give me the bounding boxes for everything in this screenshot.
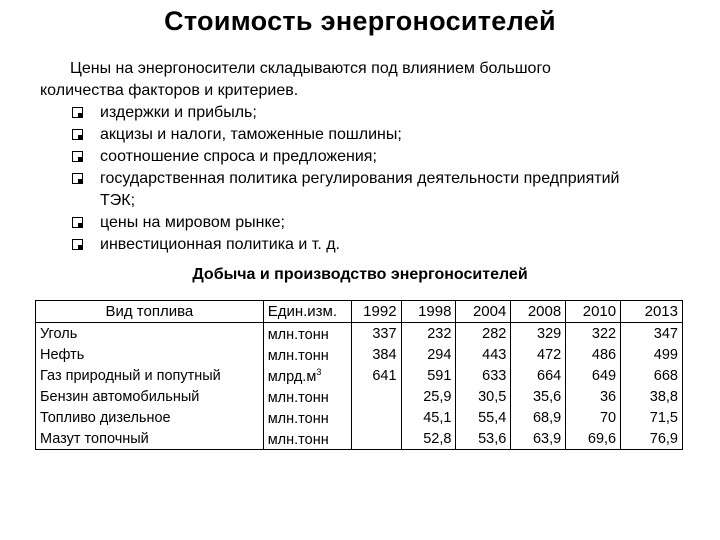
column-header: 1998 <box>401 301 456 323</box>
value-cell: 38,8 <box>621 386 683 407</box>
unit-cell: млн.тонн <box>263 386 351 407</box>
value-cell: 36 <box>566 386 621 407</box>
fuel-cell: Бензин автомобильный <box>36 386 264 407</box>
checkbox-bullet-icon <box>72 239 83 250</box>
fuel-cell: Мазут топочный <box>36 428 264 450</box>
value-cell: 71,5 <box>621 407 683 428</box>
value-cell <box>351 407 401 428</box>
unit-cell: млн.тонн <box>263 428 351 450</box>
value-cell: 69,6 <box>566 428 621 450</box>
list-item: цены на мировом рынке; <box>72 212 632 234</box>
value-cell: 486 <box>566 344 621 365</box>
value-cell: 282 <box>456 323 511 345</box>
column-header: 2008 <box>511 301 566 323</box>
value-cell: 322 <box>566 323 621 345</box>
fuel-cell: Нефть <box>36 344 264 365</box>
column-header: 2004 <box>456 301 511 323</box>
fuel-cell: Уголь <box>36 323 264 345</box>
value-cell: 30,5 <box>456 386 511 407</box>
value-cell <box>351 386 401 407</box>
value-cell: 35,6 <box>511 386 566 407</box>
intro-line-1: Цены на энергоносители складываются под влиянием большого <box>70 60 551 77</box>
column-header: Един.изм. <box>263 301 351 323</box>
value-cell: 76,9 <box>621 428 683 450</box>
value-cell: 641 <box>351 365 401 386</box>
value-cell: 472 <box>511 344 566 365</box>
table-row <box>36 407 683 428</box>
value-cell: 232 <box>401 323 456 345</box>
value-cell <box>351 428 401 450</box>
value-cell: 55,4 <box>456 407 511 428</box>
value-cell: 337 <box>351 323 401 345</box>
list-item: государственная политика регулирования деятельности предприятий ТЭК; <box>72 168 632 212</box>
value-cell: 52,8 <box>401 428 456 450</box>
table-row <box>36 365 683 386</box>
value-cell: 664 <box>511 365 566 386</box>
unit-cell: млн.тонн <box>263 407 351 428</box>
value-cell: 649 <box>566 365 621 386</box>
list-item: соотношение спроса и предложения; <box>72 146 632 168</box>
intro-line-2: количества факторов и критериев. <box>40 82 299 99</box>
value-cell: 294 <box>401 344 456 365</box>
checkbox-bullet-icon <box>72 217 83 228</box>
value-cell: 329 <box>511 323 566 345</box>
factor-list <box>72 102 632 256</box>
value-cell: 384 <box>351 344 401 365</box>
fuel-cell: Газ природный и попутный <box>36 365 264 386</box>
column-header: 2013 <box>621 301 683 323</box>
table-row <box>36 428 683 450</box>
fuel-cell: Топливо дизельное <box>36 407 264 428</box>
value-cell: 70 <box>566 407 621 428</box>
value-cell: 499 <box>621 344 683 365</box>
checkbox-bullet-icon <box>72 151 83 162</box>
production-table <box>35 300 683 450</box>
page-title: Стоимость энергоносителей <box>164 6 556 36</box>
intro-paragraph <box>40 58 672 102</box>
table-row <box>36 386 683 407</box>
value-cell: 45,1 <box>401 407 456 428</box>
value-cell: 53,6 <box>456 428 511 450</box>
list-item: издержки и прибыль; <box>72 102 632 124</box>
value-cell: 443 <box>456 344 511 365</box>
table-row <box>36 323 683 345</box>
value-cell: 668 <box>621 365 683 386</box>
checkbox-bullet-icon <box>72 173 83 184</box>
value-cell: 68,9 <box>511 407 566 428</box>
list-item: акцизы и налоги, таможенные пошлины; <box>72 124 632 146</box>
table-title: Добыча и производство энергоносителей <box>192 266 528 283</box>
checkbox-bullet-icon <box>72 107 83 118</box>
column-header: 1992 <box>351 301 401 323</box>
value-cell: 347 <box>621 323 683 345</box>
value-cell: 25,9 <box>401 386 456 407</box>
value-cell: 63,9 <box>511 428 566 450</box>
checkbox-bullet-icon <box>72 129 83 140</box>
list-item: инвестиционная политика и т. д. <box>72 234 632 256</box>
unit-cell: млн.тонн <box>263 344 351 365</box>
table-header-row <box>36 301 683 323</box>
value-cell: 591 <box>401 365 456 386</box>
unit-cell: млн.тонн <box>263 323 351 345</box>
value-cell: 633 <box>456 365 511 386</box>
unit-cell: $млрд.м^3$ <box>263 365 351 386</box>
column-header: Вид топлива <box>36 301 264 323</box>
column-header: 2010 <box>566 301 621 323</box>
table-row <box>36 344 683 365</box>
